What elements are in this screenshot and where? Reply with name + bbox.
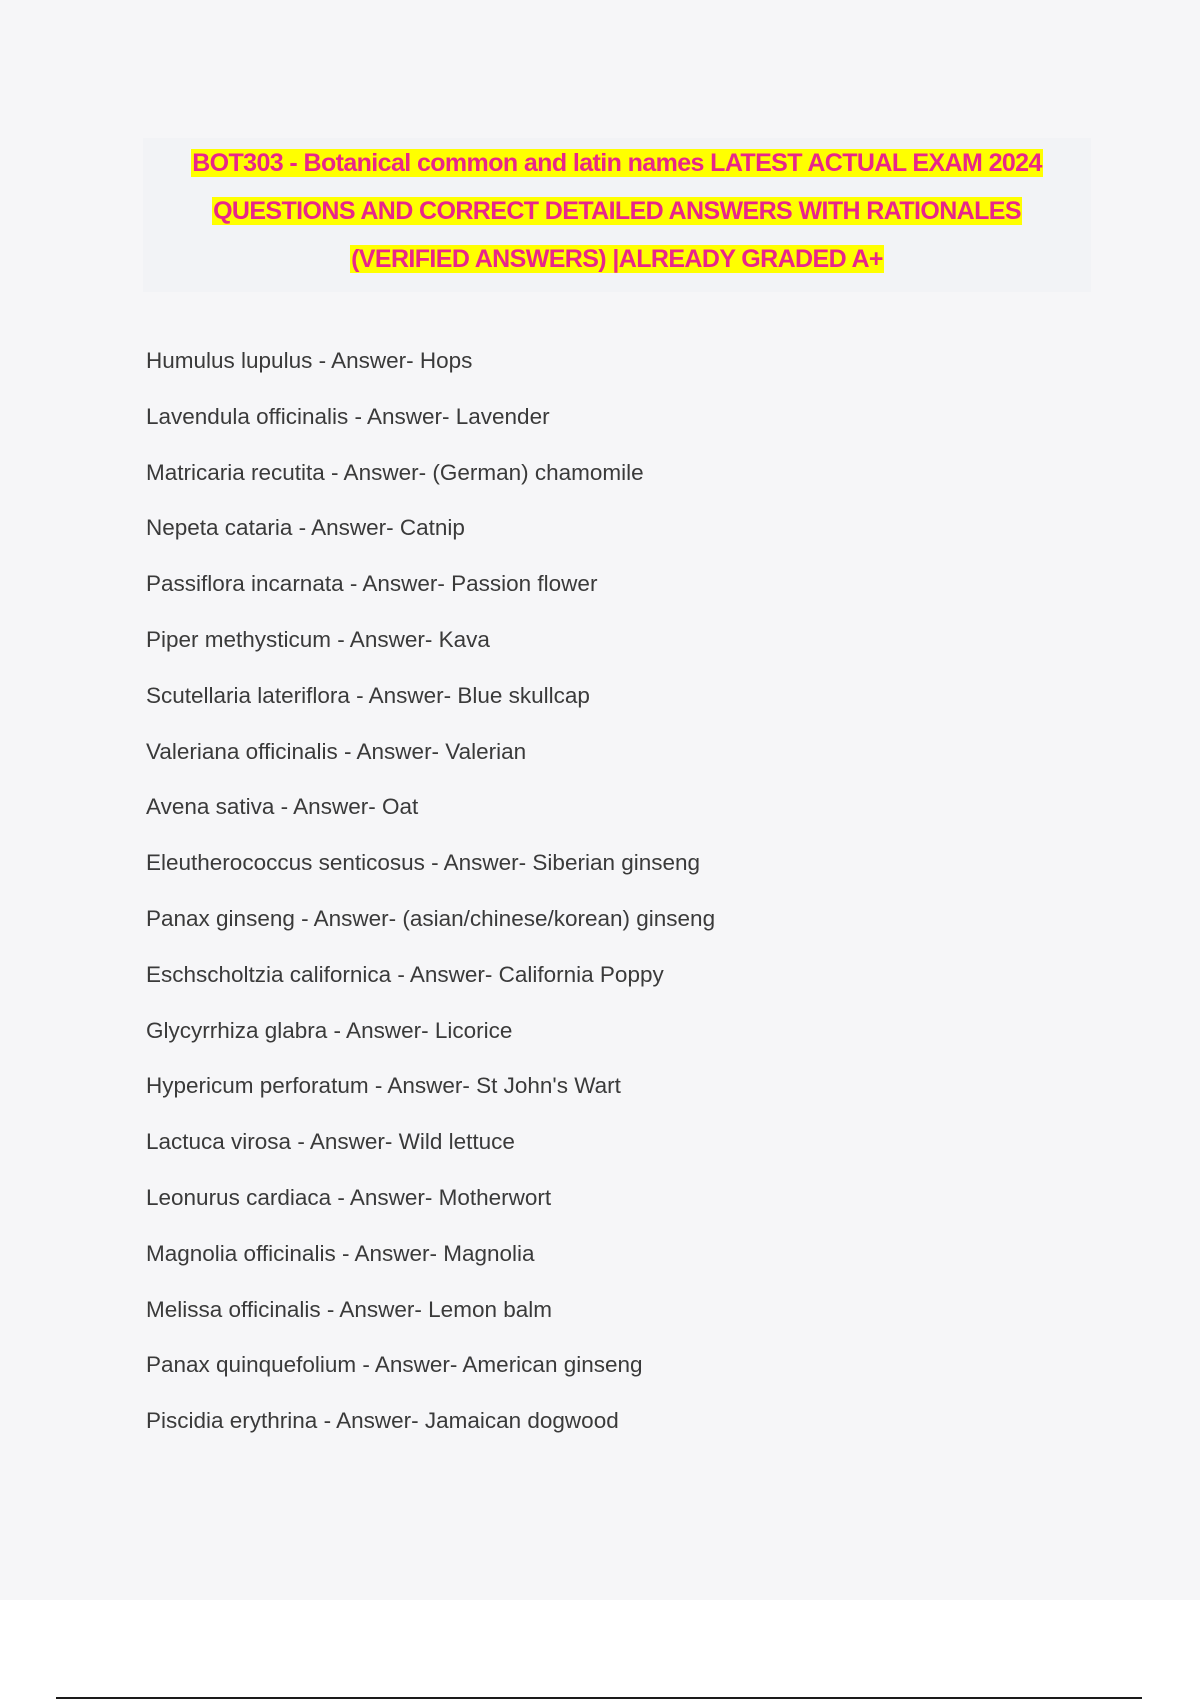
list-item: Nepeta cataria - Answer- Catnip (146, 515, 465, 541)
list-item: Panax quinquefolium - Answer- American ginseng (146, 1352, 643, 1378)
list-item: Passiflora incarnata - Answer- Passion flower (146, 571, 598, 597)
list-item: Eschscholtzia californica - Answer- California Poppy (146, 961, 664, 987)
list-item: Scutellaria lateriflora - Answer- Blue skullcap (146, 682, 590, 708)
list-item: Piscidia erythrina - Answer- Jamaican dogwood (146, 1408, 619, 1434)
list-item: Lactuca virosa - Answer- Wild lettuce (146, 1129, 515, 1155)
list-item: Avena sativa - Answer- Oat (146, 794, 419, 820)
list-item: Eleutherococcus senticosus - Answer- Siberian ginseng (146, 850, 701, 876)
list-item: Glycyrrhiza glabra - Answer- Licorice (146, 1017, 513, 1043)
qa-list (146, 346, 715, 1462)
list-item: Humulus lupulus - Answer- Hops (146, 348, 473, 373)
list-item: Hypericum perforatum - Answer- St John's Wart (146, 1073, 621, 1099)
list-item: Leonurus cardiaca - Answer- Motherwort (146, 1184, 552, 1210)
list-item: Lavendula officinalis - Answer- Lavender (146, 403, 550, 429)
list-item: Valeriana officinalis - Answer- Valerian (146, 738, 527, 764)
title-line-3: (VERIFIED ANSWERS) |ALREADY GRADED A+ (351, 245, 883, 273)
document-title (143, 138, 1091, 292)
list-item: Panax ginseng - Answer- (asian/chinese/korean) ginseng (146, 905, 716, 931)
list-item: Melissa officinalis - Answer- Lemon balm (146, 1296, 552, 1322)
list-item: Matricaria recutita - Answer- (German) chamomile (146, 459, 644, 485)
title-line-2: QUESTIONS AND CORRECT DETAILED ANSWERS WITH RATIONALES (213, 197, 1021, 225)
title-line-1: BOT303 - Botanical common and latin names LATEST ACTUAL EXAM 2024 (192, 149, 1042, 177)
footer-divider (56, 1697, 1142, 1699)
list-item: Piper methysticum - Answer- Kava (146, 626, 490, 652)
list-item: Magnolia officinalis - Answer- Magnolia (146, 1240, 535, 1266)
